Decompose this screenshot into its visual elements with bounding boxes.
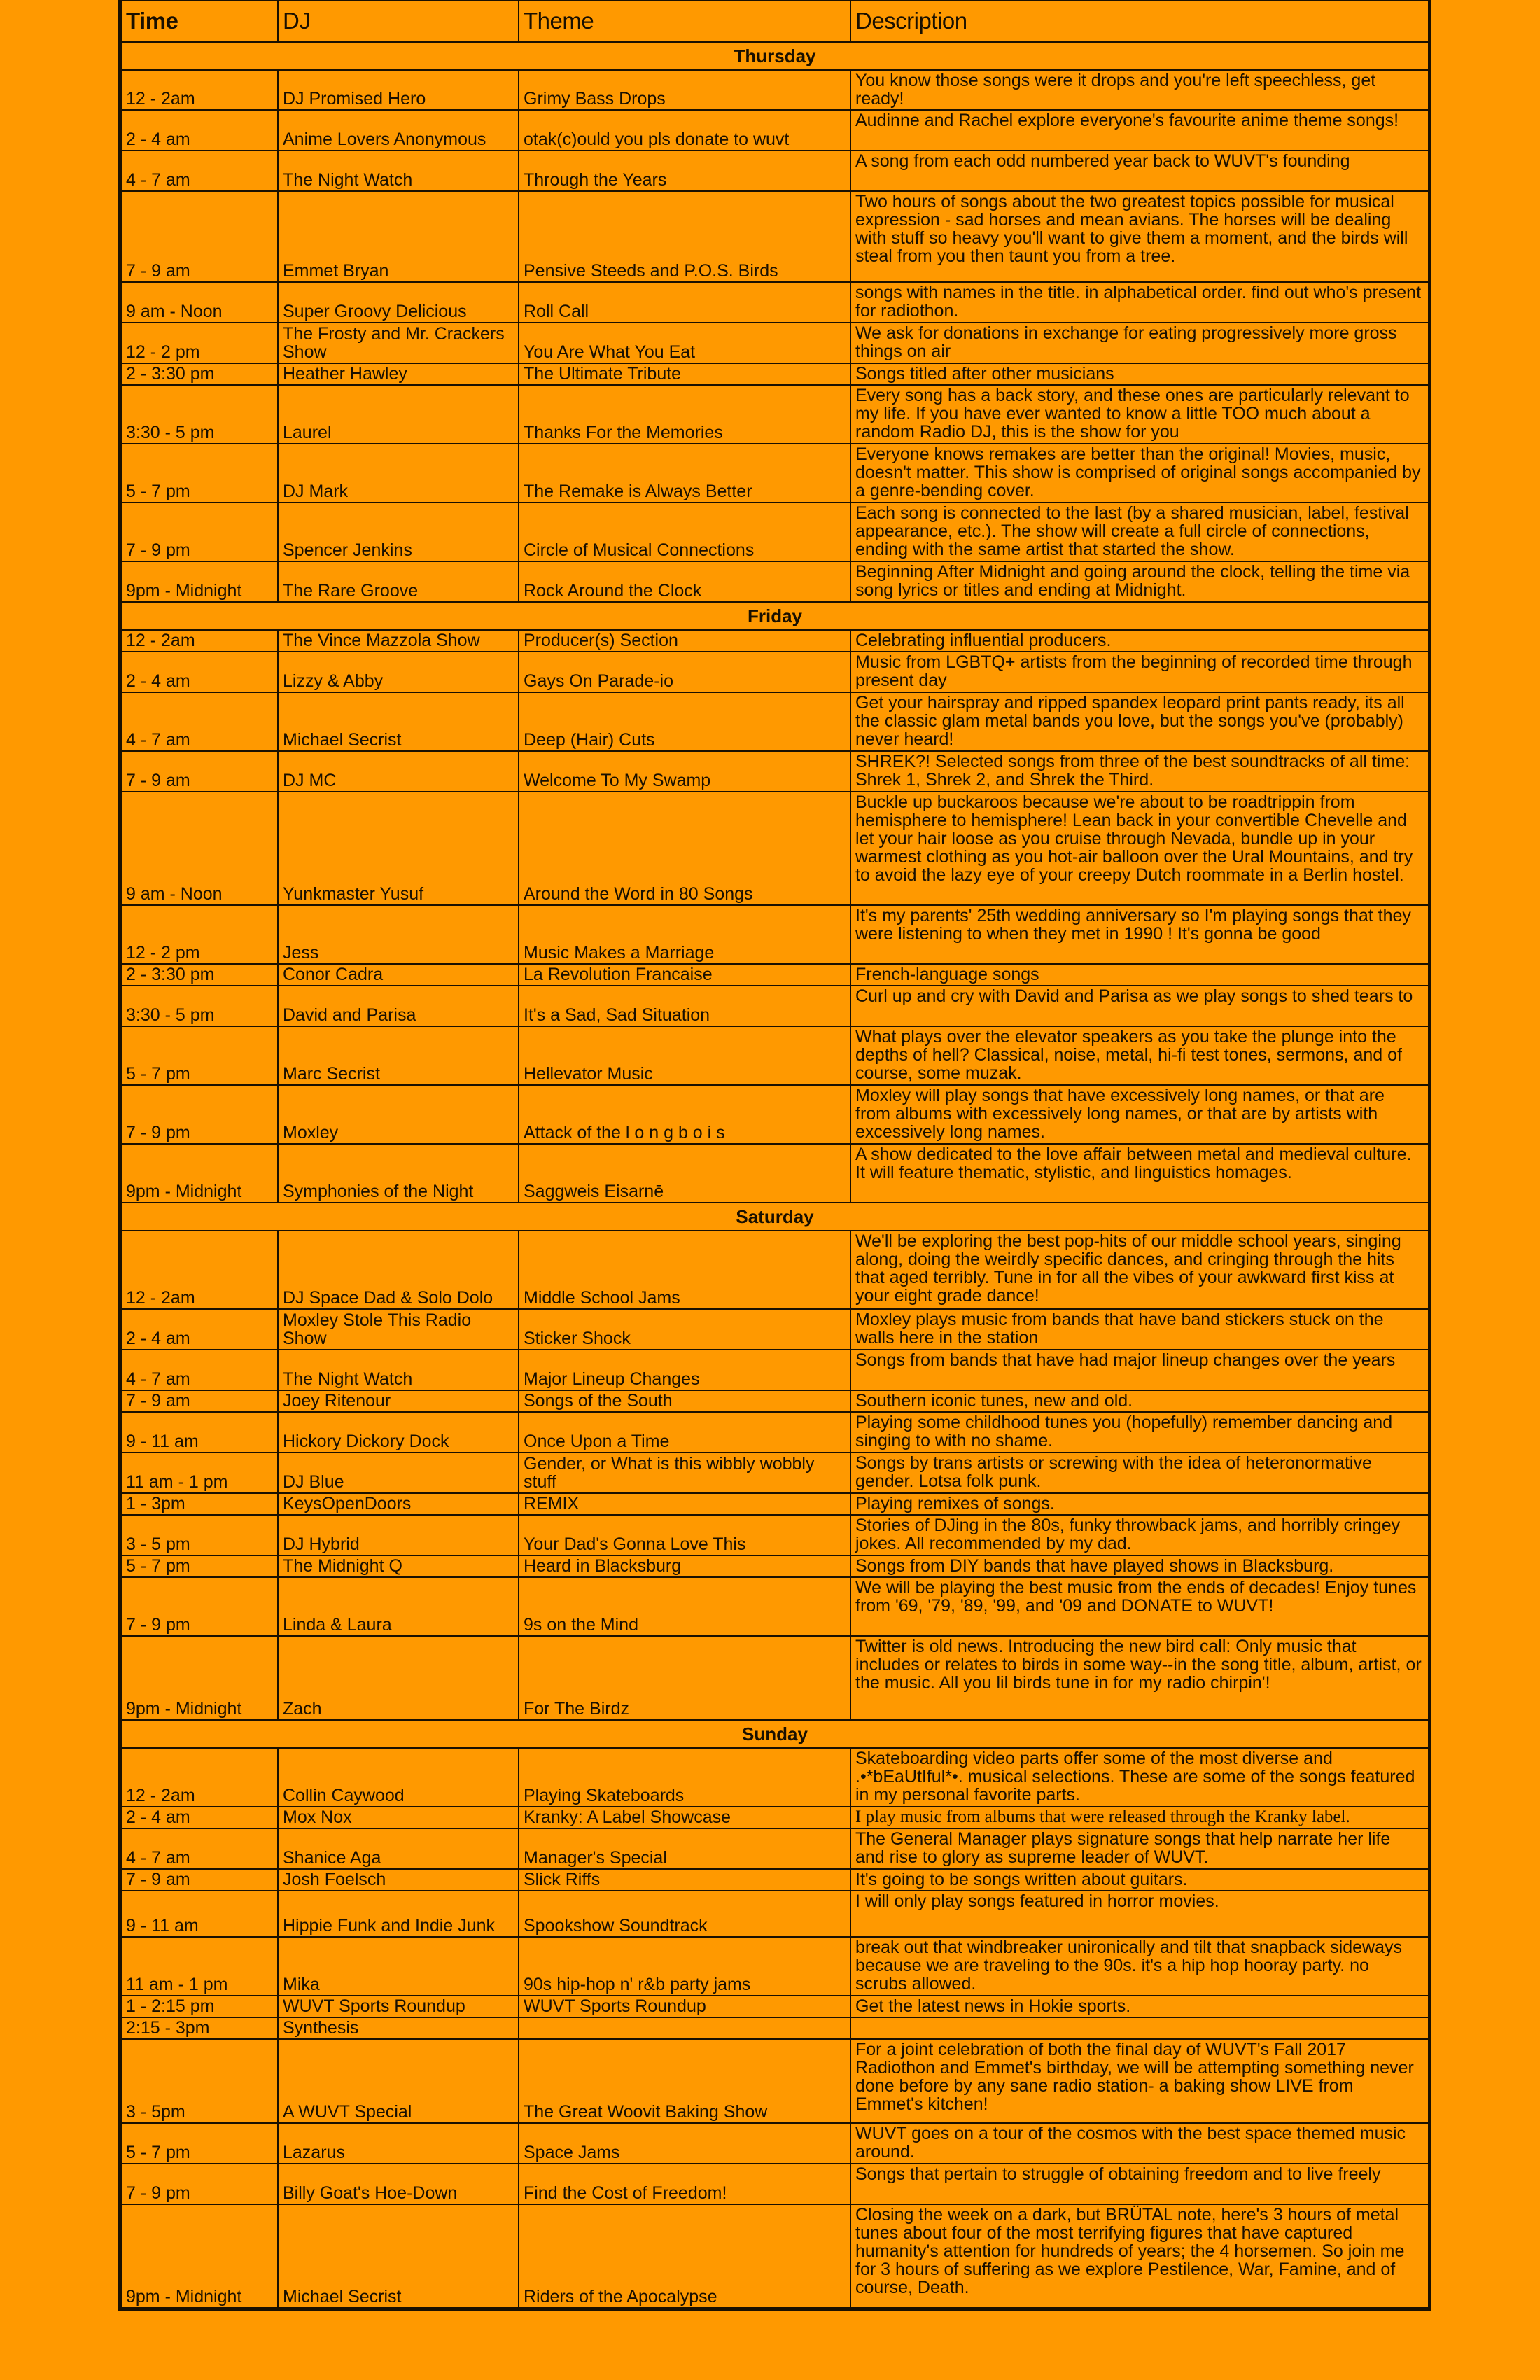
show-theme: The Great Woovit Baking Show	[519, 2039, 850, 2123]
show-description: Moxley plays music from bands that have band stickers stuck on the walls here in the station	[850, 1309, 1429, 1350]
table-row	[121, 2017, 1429, 2039]
show-theme: Songs of the South	[519, 1390, 850, 1412]
table-row	[121, 1144, 1429, 1203]
show-time: 3:30 - 5 pm	[121, 385, 278, 444]
show-description: We ask for donations in exchange for eating progressively more gross things on air	[850, 323, 1429, 363]
show-time: 2 - 3:30 pm	[121, 964, 278, 986]
header-time: Time	[121, 1, 278, 42]
table-row	[121, 1807, 1429, 1828]
show-theme: Producer(s) Section	[519, 630, 850, 652]
show-time: 9 - 11 am	[121, 1891, 278, 1937]
show-description: A show dedicated to the love affair between metal and medieval culture. It will feature thematic, stylistic, and linguistics homages.	[850, 1144, 1429, 1203]
show-dj: Conor Cadra	[278, 964, 519, 986]
table-row	[121, 652, 1429, 692]
table-row	[121, 1390, 1429, 1412]
show-dj: The Rare Groove	[278, 561, 519, 602]
show-time: 12 - 2am	[121, 1748, 278, 1807]
show-description: Skateboarding video parts offer some of the most diverse and .•*bEaUtIful*•. musical selections. These are some of the songs featured in my personal favorite parts.	[850, 1748, 1429, 1807]
show-dj: Hickory Dickory Dock	[278, 1412, 519, 1452]
show-description: Songs titled after other musicians	[850, 363, 1429, 385]
show-theme: Gender, or What is this wibbly wobbly stuff	[519, 1452, 850, 1493]
show-theme: You Are What You Eat	[519, 323, 850, 363]
show-time: 11 am - 1 pm	[121, 1452, 278, 1493]
show-description: Stories of DJing in the 80s, funky throwback jams, and horribly cringey jokes. All recommended by my dad.	[850, 1515, 1429, 1555]
show-dj: Laurel	[278, 385, 519, 444]
show-description: I will only play songs featured in horror movies.	[850, 1891, 1429, 1937]
show-description: We'll be exploring the best pop-hits of our middle school years, singing along, doing the weirdly specific dances, and cringing through the hits that aged terribly. Tune in for all the vibes of your awkward first kiss at your eight grade dance!	[850, 1231, 1429, 1309]
show-time: 7 - 9 am	[121, 1869, 278, 1891]
show-description: We will be playing the best music from the ends of decades! Enjoy tunes from '69, '79, '89, '99, and '09 and DONATE to WUVT!	[850, 1577, 1429, 1636]
show-dj: DJ Space Dad & Solo Dolo	[278, 1231, 519, 1309]
show-theme: The Ultimate Tribute	[519, 363, 850, 385]
show-dj: DJ Promised Hero	[278, 70, 519, 110]
show-theme: Deep (Hair) Cuts	[519, 692, 850, 751]
show-description: Songs from DIY bands that have played shows in Blacksburg.	[850, 1555, 1429, 1577]
show-theme: REMIX	[519, 1493, 850, 1515]
show-theme: Major Lineup Changes	[519, 1350, 850, 1390]
table-row	[121, 561, 1429, 602]
show-description: Audinne and Rachel explore everyone's favourite anime theme songs!	[850, 110, 1429, 150]
show-time: 7 - 9 pm	[121, 503, 278, 561]
show-theme: Space Jams	[519, 2123, 850, 2164]
show-theme: 9s on the Mind	[519, 1577, 850, 1636]
table-row	[121, 630, 1429, 652]
table-row	[121, 1555, 1429, 1577]
show-description: WUVT goes on a tour of the cosmos with the best space themed music around.	[850, 2123, 1429, 2164]
show-dj: Zach	[278, 1636, 519, 1720]
show-dj: Super Groovy Delicious	[278, 282, 519, 323]
table-row	[121, 1937, 1429, 1996]
show-description: Closing the week on a dark, but BRÜTAL note, here's 3 hours of metal tunes about four of the most terrifying figures that have captured humanity's attention for hundreds of years; the 4 horsemen. So join me for 3 hours of suffering as we explore Pestilence, War, Famine, and of course, Death.	[850, 2204, 1429, 2308]
table-row	[121, 503, 1429, 561]
table-row	[121, 1493, 1429, 1515]
show-theme: Gays On Parade-io	[519, 652, 850, 692]
table-row	[121, 191, 1429, 282]
show-theme: WUVT Sports Roundup	[519, 1996, 850, 2017]
table-row	[121, 1828, 1429, 1869]
show-description: Music from LGBTQ+ artists from the beginning of recorded time through present day	[850, 652, 1429, 692]
show-time: 3 - 5pm	[121, 2039, 278, 2123]
show-time: 9 am - Noon	[121, 792, 278, 905]
show-theme: Riders of the Apocalypse	[519, 2204, 850, 2308]
show-time: 7 - 9 am	[121, 751, 278, 792]
show-description: Songs by trans artists or screwing with the idea of heteronormative gender. Lotsa folk punk.	[850, 1452, 1429, 1493]
show-dj: The Vince Mazzola Show	[278, 630, 519, 652]
show-description: Everyone knows remakes are better than the original! Movies, music, doesn't matter. This show is comprised of original songs accompanied by a genre-bending cover.	[850, 444, 1429, 503]
show-theme: 90s hip-hop n' r&b party jams	[519, 1937, 850, 1996]
show-theme: Around the Word in 80 Songs	[519, 792, 850, 905]
table-row	[121, 70, 1429, 110]
show-time: 12 - 2am	[121, 70, 278, 110]
show-dj: The Frosty and Mr. Crackers Show	[278, 323, 519, 363]
show-time: 5 - 7 pm	[121, 1026, 278, 1085]
show-time: 9pm - Midnight	[121, 1144, 278, 1203]
show-dj: WUVT Sports Roundup	[278, 1996, 519, 2017]
show-description: Get the latest news in Hokie sports.	[850, 1996, 1429, 2017]
show-dj: Hippie Funk and Indie Junk	[278, 1891, 519, 1937]
show-dj: The Night Watch	[278, 1350, 519, 1390]
show-dj: Lazarus	[278, 2123, 519, 2164]
show-time: 1 - 3pm	[121, 1493, 278, 1515]
show-theme: Circle of Musical Connections	[519, 503, 850, 561]
show-theme: Thanks For the Memories	[519, 385, 850, 444]
show-time: 9 - 11 am	[121, 1412, 278, 1452]
show-dj: Jess	[278, 905, 519, 964]
show-theme: Rock Around the Clock	[519, 561, 850, 602]
show-time: 4 - 7 am	[121, 1350, 278, 1390]
show-time: 4 - 7 am	[121, 1828, 278, 1869]
show-dj: Mika	[278, 1937, 519, 1996]
show-dj: Shanice Aga	[278, 1828, 519, 1869]
show-description: songs with names in the title. in alphabetical order. find out who's present for radiothon.	[850, 282, 1429, 323]
table-row	[121, 964, 1429, 986]
table-row	[121, 282, 1429, 323]
day-name: Thursday	[121, 42, 1429, 70]
show-dj: The Night Watch	[278, 150, 519, 191]
show-time: 5 - 7 pm	[121, 1555, 278, 1577]
show-theme: Music Makes a Marriage	[519, 905, 850, 964]
show-time: 12 - 2am	[121, 630, 278, 652]
show-dj: DJ Hybrid	[278, 1515, 519, 1555]
show-dj: DJ Blue	[278, 1452, 519, 1493]
show-time: 11 am - 1 pm	[121, 1937, 278, 1996]
show-time: 9pm - Midnight	[121, 2204, 278, 2308]
show-description: Two hours of songs about the two greatest topics possible for musical expression - sad horses and mean avians. The horses will be dealing with stuff so heavy you'll want to give them a moment, and the birds will steal from you then taunt you from a tree.	[850, 191, 1429, 282]
show-dj: Moxley Stole This Radio Show	[278, 1309, 519, 1350]
show-description: What plays over the elevator speakers as you take the plunge into the depths of hell? Classical, noise, metal, hi-fi test tones, sermons, and of course, some muzak.	[850, 1026, 1429, 1085]
show-dj: The Midnight Q	[278, 1555, 519, 1577]
show-theme: Roll Call	[519, 282, 850, 323]
table-row	[121, 2164, 1429, 2204]
show-time: 9 am - Noon	[121, 282, 278, 323]
table-row	[121, 363, 1429, 385]
show-dj: David and Parisa	[278, 986, 519, 1026]
show-description: Buckle up buckaroos because we're about to be roadtrippin from hemisphere to hemisphere! Lean back in your convertible Chevelle and let your hair loose as you cruise through Nevada, bundle up in your warmest clothing as you hot-air balloon over the Ural Mountains, and try to avoid the lazy eye of your creepy Dutch roommate in a Berlin hostel.	[850, 792, 1429, 905]
show-description: Southern iconic tunes, new and old.	[850, 1390, 1429, 1412]
show-theme: Playing Skateboards	[519, 1748, 850, 1807]
table-row	[121, 2204, 1429, 2308]
show-dj: Michael Secrist	[278, 2204, 519, 2308]
show-dj: Linda & Laura	[278, 1577, 519, 1636]
show-theme: otak(c)ould you pls donate to wuvt	[519, 110, 850, 150]
show-dj: Anime Lovers Anonymous	[278, 110, 519, 150]
show-time: 2 - 4 am	[121, 652, 278, 692]
table-row	[121, 110, 1429, 150]
show-dj: Heather Hawley	[278, 363, 519, 385]
day-header-row	[121, 1720, 1429, 1748]
show-description: Songs from bands that have had major lineup changes over the years	[850, 1350, 1429, 1390]
show-theme: Kranky: A Label Showcase	[519, 1807, 850, 1828]
show-theme: Attack of the l o n g b o i s	[519, 1085, 850, 1144]
table-row	[121, 1085, 1429, 1144]
show-time: 2:15 - 3pm	[121, 2017, 278, 2039]
table-row	[121, 1748, 1429, 1807]
show-time: 2 - 4 am	[121, 1807, 278, 1828]
show-theme: La Revolution Francaise	[519, 964, 850, 986]
show-time: 7 - 9 pm	[121, 2164, 278, 2204]
table-row	[121, 986, 1429, 1026]
show-description: I play music from albums that were released through the Kranky label.	[850, 1807, 1429, 1828]
day-name: Friday	[121, 602, 1429, 630]
show-time: 7 - 9 am	[121, 191, 278, 282]
show-time: 4 - 7 am	[121, 692, 278, 751]
show-dj: Synthesis	[278, 2017, 519, 2039]
table-row	[121, 323, 1429, 363]
show-time: 3:30 - 5 pm	[121, 986, 278, 1026]
show-description: French-language songs	[850, 964, 1429, 986]
table-row	[121, 444, 1429, 503]
show-dj: Billy Goat's Hoe-Down	[278, 2164, 519, 2204]
show-dj: Yunkmaster Yusuf	[278, 792, 519, 905]
show-theme: Middle School Jams	[519, 1231, 850, 1309]
show-dj: Spencer Jenkins	[278, 503, 519, 561]
table-row	[121, 385, 1429, 444]
show-theme: Your Dad's Gonna Love This	[519, 1515, 850, 1555]
day-header-row	[121, 602, 1429, 630]
show-dj: DJ Mark	[278, 444, 519, 503]
show-description: Beginning After Midnight and going around the clock, telling the time via song lyrics or titles and ending at Midnight.	[850, 561, 1429, 602]
show-dj: Michael Secrist	[278, 692, 519, 751]
show-description: Curl up and cry with David and Parisa as we play songs to shed tears to	[850, 986, 1429, 1026]
show-time: 2 - 4 am	[121, 1309, 278, 1350]
show-time: 12 - 2 pm	[121, 323, 278, 363]
show-description: Songs that pertain to struggle of obtaining freedom and to live freely	[850, 2164, 1429, 2204]
show-theme: Find the Cost of Freedom!	[519, 2164, 850, 2204]
show-dj: Lizzy & Abby	[278, 652, 519, 692]
day-header-row	[121, 42, 1429, 70]
show-theme: For The Birdz	[519, 1636, 850, 1720]
table-row	[121, 2123, 1429, 2164]
show-description: Twitter is old news. Introducing the new bird call: Only music that includes or relates to birds in some way--in the song title, album, artist, or the music. All you lil birds tune in for my radio chirpin'!	[850, 1636, 1429, 1720]
show-theme: Once Upon a Time	[519, 1412, 850, 1452]
show-description: A song from each odd numbered year back to WUVT's founding	[850, 150, 1429, 191]
table-row	[121, 1636, 1429, 1720]
table-row	[121, 905, 1429, 964]
show-description	[850, 2017, 1429, 2039]
show-theme: Through the Years	[519, 150, 850, 191]
show-theme: Slick Riffs	[519, 1869, 850, 1891]
show-dj: Symphonies of the Night	[278, 1144, 519, 1203]
day-name: Saturday	[121, 1203, 1429, 1231]
show-theme: Heard in Blacksburg	[519, 1555, 850, 1577]
show-description: Playing remixes of songs.	[850, 1493, 1429, 1515]
radiothon-schedule-table	[120, 0, 1429, 2309]
show-time: 1 - 2:15 pm	[121, 1996, 278, 2017]
header-theme: Theme	[519, 1, 850, 42]
show-time: 2 - 4 am	[121, 110, 278, 150]
show-theme: Grimy Bass Drops	[519, 70, 850, 110]
show-time: 7 - 9 pm	[121, 1085, 278, 1144]
table-row	[121, 692, 1429, 751]
header-row	[121, 1, 1429, 42]
show-time: 7 - 9 pm	[121, 1577, 278, 1636]
show-description: SHREK?! Selected songs from three of the best soundtracks of all time: Shrek 1, Shrek 2, and Shrek the Third.	[850, 751, 1429, 792]
table-row	[121, 150, 1429, 191]
show-theme: Spookshow Soundtrack	[519, 1891, 850, 1937]
show-dj: Josh Foelsch	[278, 1869, 519, 1891]
table-row	[121, 1996, 1429, 2017]
table-row	[121, 1231, 1429, 1309]
show-time: 3 - 5 pm	[121, 1515, 278, 1555]
table-row	[121, 1515, 1429, 1555]
table-row	[121, 1577, 1429, 1636]
show-description: Get your hairspray and ripped spandex leopard print pants ready, its all the classic glam metal bands you love, but the songs you've (probably) never heard!	[850, 692, 1429, 751]
table-row	[121, 751, 1429, 792]
show-description: For a joint celebration of both the final day of WUVT's Fall 2017 Radiothon and Emmet's birthday, we will be attempting something never done before by any sane radio station- a baking show LIVE from Emmet's kitchen!	[850, 2039, 1429, 2123]
show-theme: Welcome To My Swamp	[519, 751, 850, 792]
show-dj: DJ MC	[278, 751, 519, 792]
table-row	[121, 1026, 1429, 1085]
show-dj: Emmet Bryan	[278, 191, 519, 282]
show-theme	[519, 2017, 850, 2039]
show-theme: Saggweis Eisarnē	[519, 1144, 850, 1203]
schedule-sheet	[118, 0, 1431, 2311]
show-theme: Sticker Shock	[519, 1309, 850, 1350]
show-time: 5 - 7 pm	[121, 444, 278, 503]
show-description: You know those songs were it drops and you're left speechless, get ready!	[850, 70, 1429, 110]
show-time: 12 - 2 pm	[121, 905, 278, 964]
show-theme: Hellevator Music	[519, 1026, 850, 1085]
show-description: Celebrating influential producers.	[850, 630, 1429, 652]
day-header-row	[121, 1203, 1429, 1231]
header-dj: DJ	[278, 1, 519, 42]
show-time: 9pm - Midnight	[121, 561, 278, 602]
show-time: 2 - 3:30 pm	[121, 363, 278, 385]
day-name: Sunday	[121, 1720, 1429, 1748]
show-description: break out that windbreaker unironically and tilt that snapback sideways because we are traveling to the 90s. it's a hip hop hooray party. no scrubs allowed.	[850, 1937, 1429, 1996]
table-row	[121, 1452, 1429, 1493]
show-theme: It's a Sad, Sad Situation	[519, 986, 850, 1026]
show-description: The General Manager plays signature songs that help narrate her life and rise to glory as supreme leader of WUVT.	[850, 1828, 1429, 1869]
table-row	[121, 1412, 1429, 1452]
show-time: 7 - 9 am	[121, 1390, 278, 1412]
table-row	[121, 1891, 1429, 1937]
table-row	[121, 792, 1429, 905]
show-theme: Manager's Special	[519, 1828, 850, 1869]
show-description: It's going to be songs written about guitars.	[850, 1869, 1429, 1891]
table-row	[121, 2039, 1429, 2123]
show-time: 12 - 2am	[121, 1231, 278, 1309]
show-description: It's my parents' 25th wedding anniversary so I'm playing songs that they were listening to when they met in 1990 ! It's gonna be good	[850, 905, 1429, 964]
show-theme: The Remake is Always Better	[519, 444, 850, 503]
table-row	[121, 1350, 1429, 1390]
show-time: 4 - 7 am	[121, 150, 278, 191]
table-row	[121, 1869, 1429, 1891]
show-description: Playing some childhood tunes you (hopefully) remember dancing and singing to with no shame.	[850, 1412, 1429, 1452]
show-description: Moxley will play songs that have excessively long names, or that are from albums with excessively long names, or that are by artists with excessively long names.	[850, 1085, 1429, 1144]
header-description: Description	[850, 1, 1429, 42]
show-time: 9pm - Midnight	[121, 1636, 278, 1720]
show-dj: Joey Ritenour	[278, 1390, 519, 1412]
show-theme: Pensive Steeds and P.O.S. Birds	[519, 191, 850, 282]
show-time: 5 - 7 pm	[121, 2123, 278, 2164]
show-dj: Moxley	[278, 1085, 519, 1144]
show-dj: Mox Nox	[278, 1807, 519, 1828]
show-description: Every song has a back story, and these ones are particularly relevant to my life. If you have ever wanted to know a little TOO much about a random Radio DJ, this is the show for you	[850, 385, 1429, 444]
schedule-body	[121, 42, 1429, 2308]
show-dj: Marc Secrist	[278, 1026, 519, 1085]
show-dj: A WUVT Special	[278, 2039, 519, 2123]
table-row	[121, 1309, 1429, 1350]
show-dj: Collin Caywood	[278, 1748, 519, 1807]
show-dj: KeysOpenDoors	[278, 1493, 519, 1515]
show-description: Each song is connected to the last (by a shared musician, label, festival appearance, etc.). The show will create a full circle of connections, ending with the same artist that started the show.	[850, 503, 1429, 561]
